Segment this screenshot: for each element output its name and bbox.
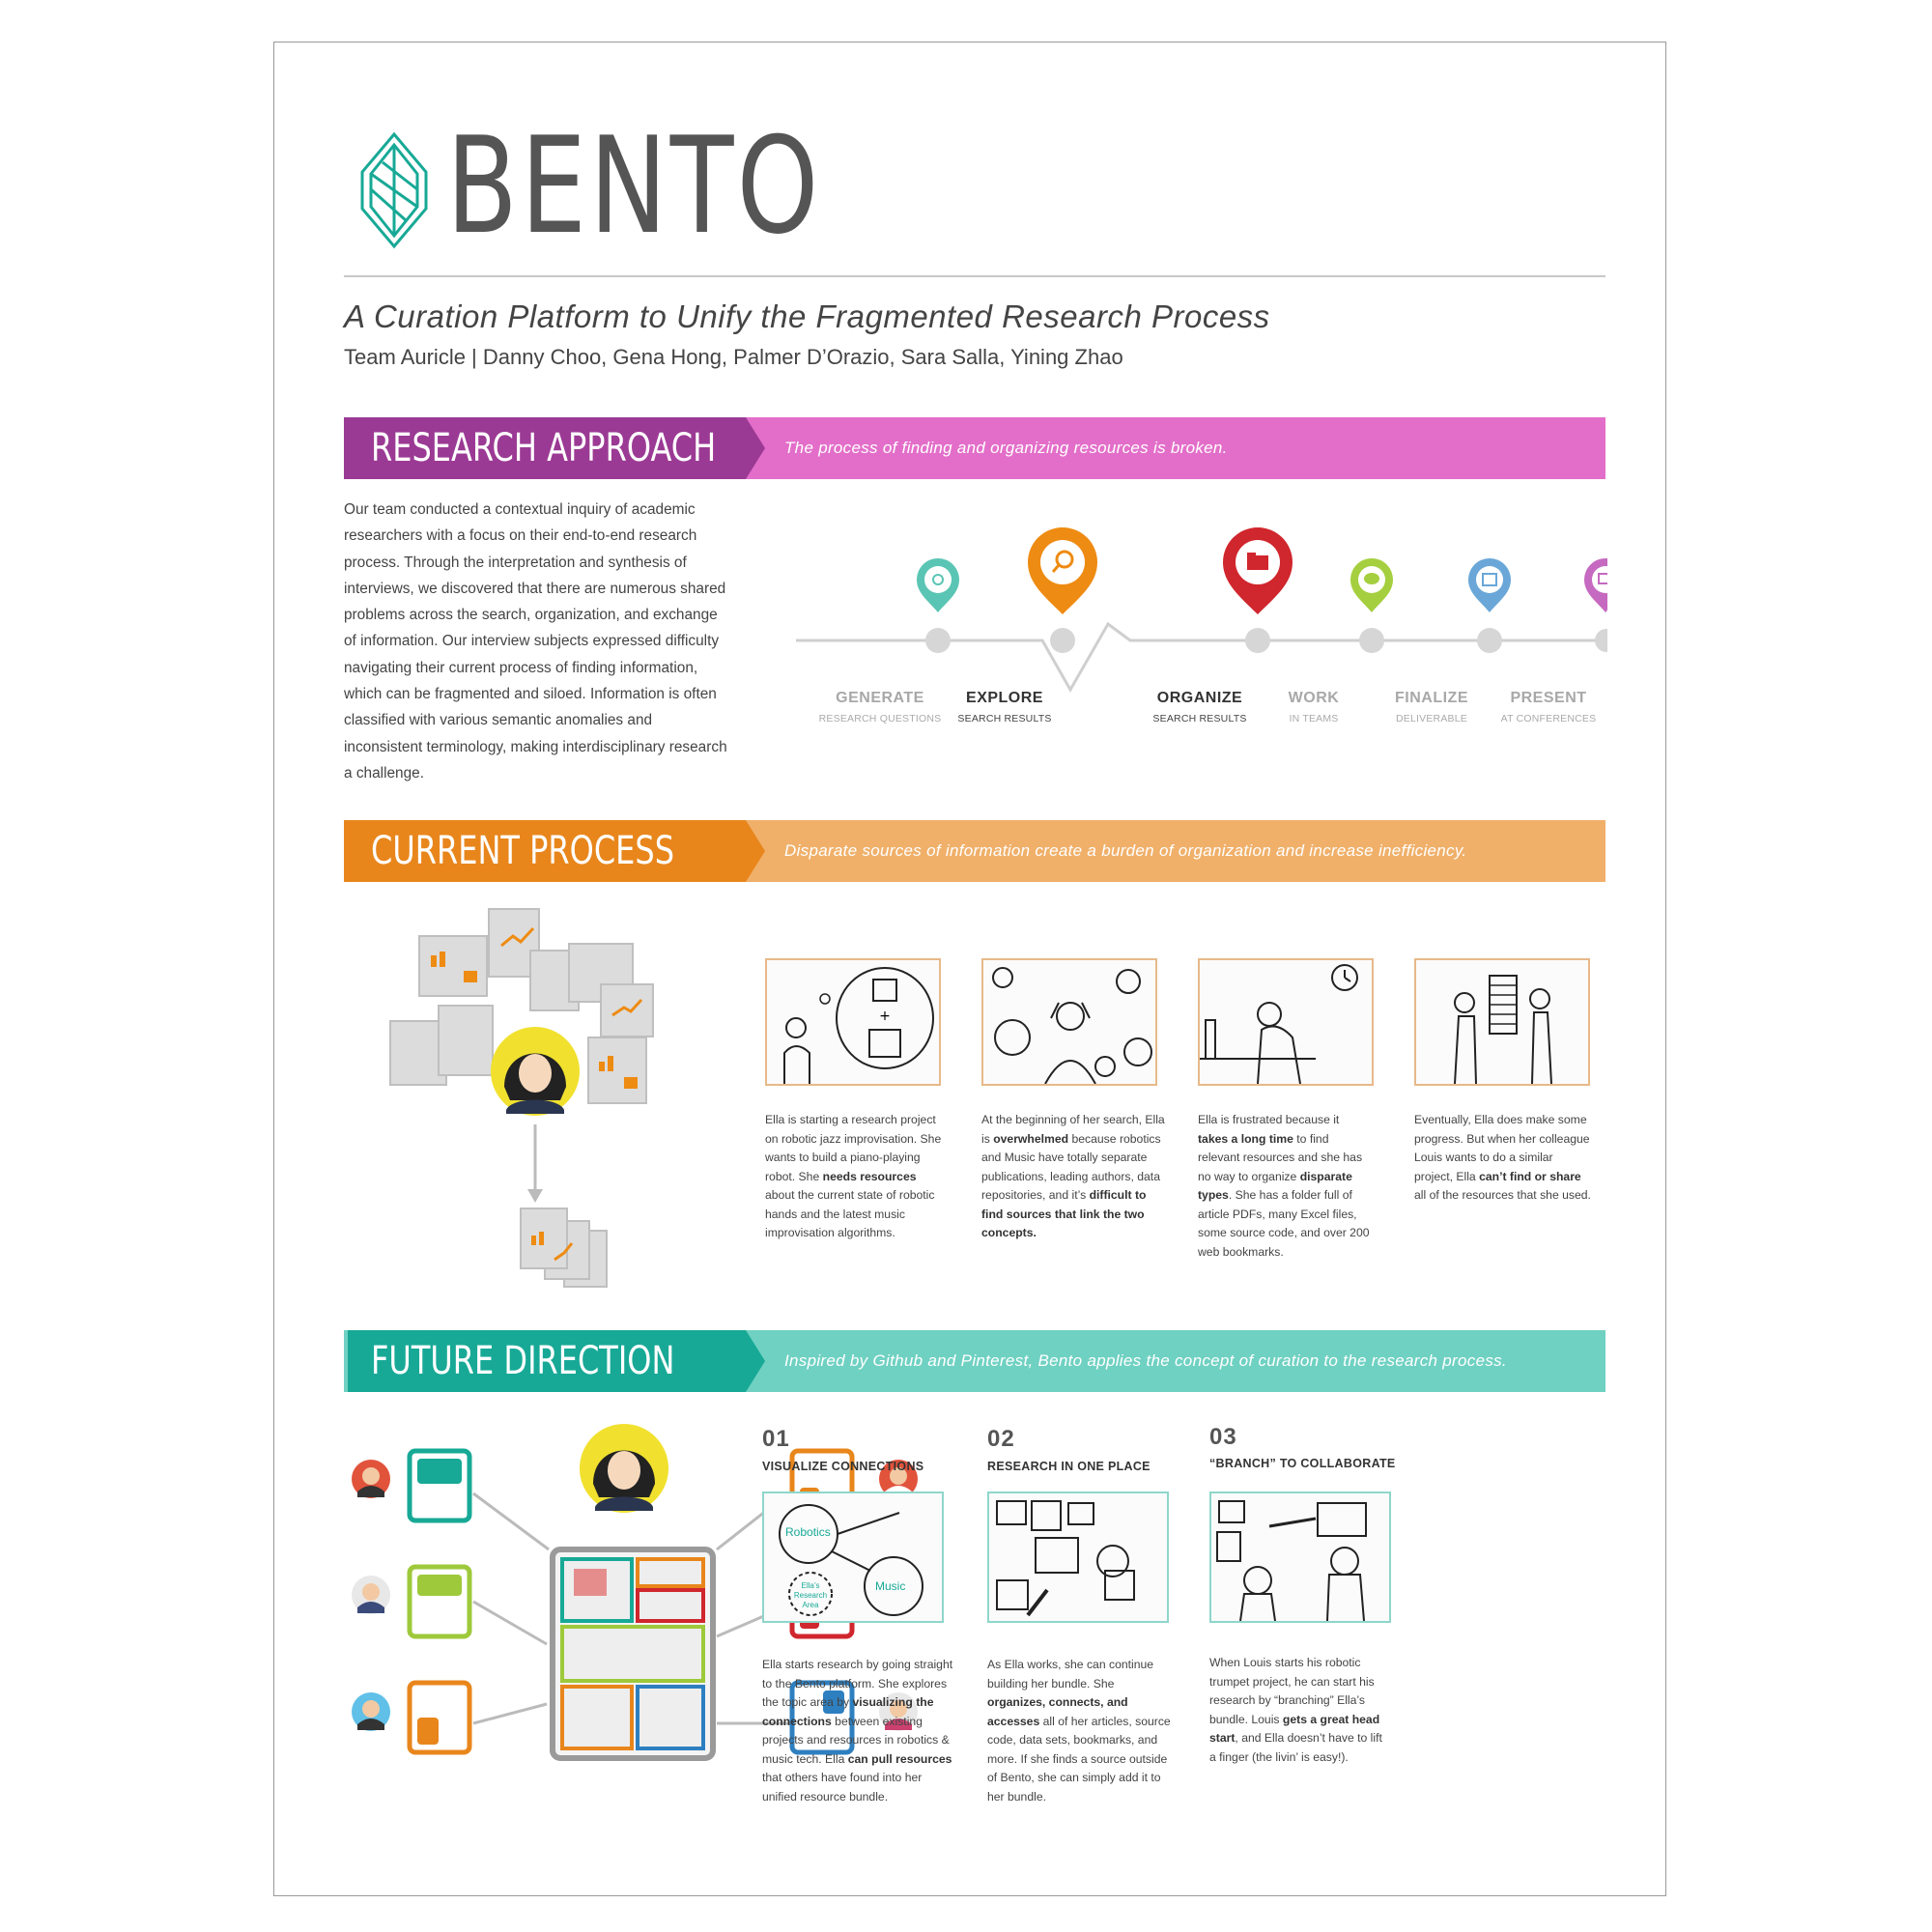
future-caption-1: Ella starts research by going straight to the Bento platform. She explores the topic area by visualizing the connections between existing projects and resources in robotics & music tech. Ella can pull resources that others have found into her unified resource bundle.: [762, 1658, 953, 1804]
storyboard-frame-3: [1198, 958, 1374, 1086]
step-heading: RESEARCH IN ONE PLACE: [987, 1460, 1151, 1473]
user-avatar-icon: [352, 1576, 390, 1614]
generate-pin-icon: [917, 558, 959, 612]
title-divider: [344, 275, 1605, 277]
current-caption-2: At the beginning of her search, Ella is overwhelmed because robotics and Music have totally separate publications, leading authors, data repositories, and it’s difficult to find sources that link the two concepts.: [981, 1113, 1165, 1239]
step-organize-label: ORGANIZE: [1156, 690, 1243, 706]
ella-avatar-icon: [491, 1027, 580, 1116]
present-pin-icon: [1584, 558, 1607, 612]
finalize-pin-icon: [1468, 558, 1511, 612]
svg-text:Research: Research: [793, 1591, 828, 1600]
step-explore-sub: SEARCH RESULTS: [957, 713, 1052, 724]
team-credits: Team Auricle | Danny Choo, Gena Hong, Palmer D’Orazio, Sara Salla, Yining Zhao: [344, 345, 1123, 369]
current-caption-3: Ella is frustrated because it takes a long time to find relevant resources and she has no way to organize disparate types. She has a folder full of article PDFs, many Excel files, some source code, and over 200 web bookmarks.: [1198, 1113, 1370, 1259]
svg-text:Ella’s: Ella’s: [801, 1581, 820, 1590]
research-in-one-place-frame: [987, 1492, 1169, 1623]
svg-text:Area: Area: [802, 1601, 819, 1609]
work-pin-icon: [1350, 558, 1393, 612]
explore-pin-icon: [1028, 527, 1097, 614]
storyboard-frame-4: [1414, 958, 1590, 1086]
step-work-sub: IN TEAMS: [1289, 713, 1339, 724]
section-tagline: The process of finding and organizing resources is broken.: [784, 439, 1228, 457]
research-body: Our team conducted a contextual inquiry of academic researchers with a focus on their end-to-end research process. Through the interpretation and synthesis of interviews, we discovered that there are numerous shared problems across the search, organization, and exchange of information. Our interview subjects expressed difficulty navigating their current process of finding information, which can be fragmented and siloed. Information is often classified with various semantic anomalies and inconsistent terminology, making interdisciplinary research a challenge.: [344, 501, 727, 781]
step-present-sub: AT CONFERENCES: [1500, 713, 1597, 724]
research-approach-banner: [344, 417, 1605, 479]
step-finalize-label: FINALIZE: [1395, 690, 1468, 706]
current-caption-1: Ella is starting a research project on robotic jazz improvisation. She wants to build a piano-playing robot. She needs resources about the current state of robotic hands and the latest music improvisation algorithms.: [765, 1113, 942, 1239]
branch-to-collaborate-frame: [1209, 1492, 1391, 1623]
section-title: CURRENT PROCESS: [371, 829, 675, 873]
svg-text:Robotics: Robotics: [785, 1525, 831, 1539]
future-caption-2: As Ella works, she can continue building her bundle. She organizes, connects, and accesses all of her articles, source code, data sets, bookmarks, and more. If she finds a source outside of Bento, she can simply add it to her bundle.: [987, 1658, 1171, 1804]
logo-wordmark: BENTO: [446, 108, 822, 264]
page-subtitle: A Curation Platform to Unify the Fragmented Research Process: [344, 298, 1270, 334]
svg-text:+: +: [879, 1009, 891, 1024]
bento-logo-icon: [359, 131, 429, 249]
step-present-label: PRESENT: [1510, 690, 1587, 706]
user-avatar-icon: [352, 1692, 390, 1731]
future-caption-3: When Louis starts his robotic trumpet project, he can start his research by “branching” Ella’s bundle. Louis gets a great head start, and Ella doesn’t have to lift a finger (the livin’ is easy!).: [1209, 1656, 1382, 1764]
storyboard-frame-1: [765, 958, 941, 1086]
visualize-connections-frame: [762, 1492, 944, 1623]
step-finalize-sub: DELIVERABLE: [1396, 713, 1467, 724]
section-tagline: Disparate sources of information create a burden of organization and increase inefficiency.: [784, 841, 1467, 860]
step-number: 02: [987, 1426, 1015, 1452]
step-explore-label: EXPLORE: [966, 690, 1043, 706]
step-generate-sub: RESEARCH QUESTIONS: [818, 713, 942, 724]
organize-pin-icon: [1223, 527, 1293, 614]
svg-text:Music: Music: [875, 1579, 906, 1593]
step-work-label: WORK: [1288, 690, 1340, 706]
current-caption-4: Eventually, Ella does make some progress. But when her colleague Louis wants to do a similar project, Ella can’t find or share all of the resources that she used.: [1414, 1113, 1591, 1202]
future-direction-banner: [344, 1330, 1605, 1392]
section-tagline: Inspired by Github and Pinterest, Bento applies the concept of curation to the research process.: [784, 1351, 1507, 1370]
step-heading: VISUALIZE CONNECTIONS: [762, 1460, 924, 1473]
storyboard-frame-2: [981, 958, 1157, 1086]
step-number: 03: [1209, 1424, 1237, 1450]
step-number: 01: [762, 1426, 790, 1452]
poster: [273, 42, 1666, 1896]
ella-avatar-icon: [580, 1424, 668, 1513]
scattered-documents-illustration: [381, 907, 690, 1293]
section-title: FUTURE DIRECTION: [371, 1339, 675, 1383]
current-process-banner: [344, 820, 1605, 882]
section-title: RESEARCH APPROACH: [371, 426, 717, 470]
step-organize-sub: SEARCH RESULTS: [1152, 713, 1247, 724]
step-heading: “BRANCH” TO COLLABORATE: [1209, 1457, 1396, 1470]
user-avatar-icon: [352, 1460, 390, 1498]
step-generate-label: GENERATE: [836, 690, 924, 706]
